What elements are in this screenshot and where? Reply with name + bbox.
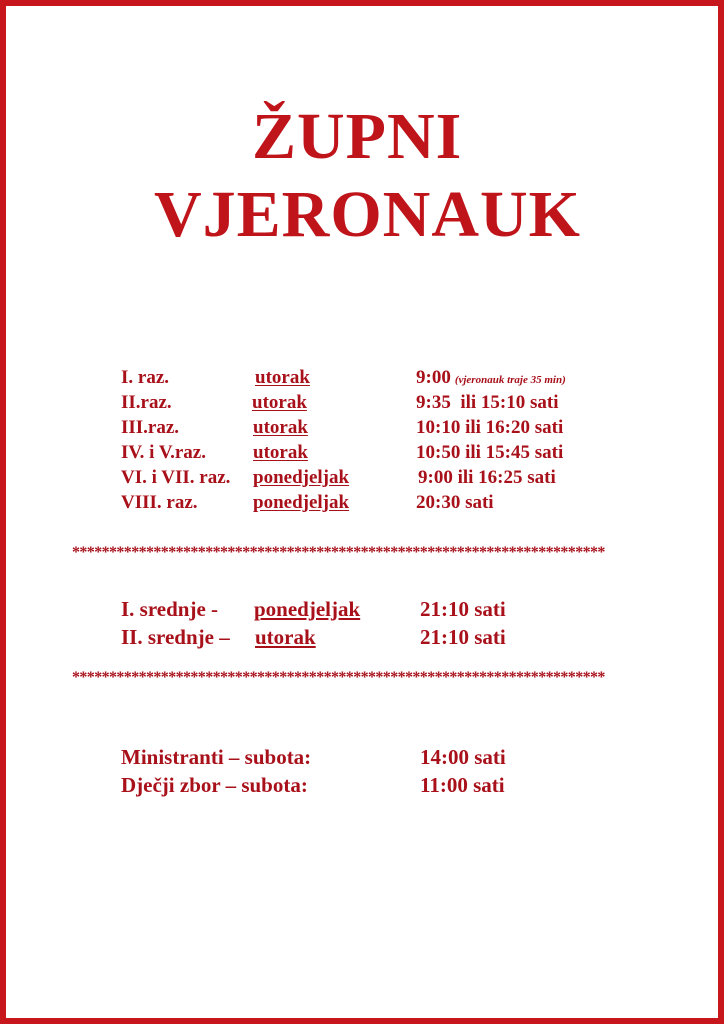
- page-title-line-1: ŽUPNI: [252, 100, 463, 173]
- day-label: ponedjeljak: [254, 597, 361, 621]
- time-label: 21:10 sati: [420, 625, 506, 649]
- grade-label: II.raz.: [121, 392, 172, 413]
- day-label: utorak: [252, 392, 307, 413]
- day-label: utorak: [253, 442, 308, 463]
- day-label: ponedjeljak: [253, 467, 350, 488]
- time-label: 9:00 (vjeronauk traje 35 min): [416, 367, 566, 388]
- separator-line: ************************************************************************: [72, 670, 605, 686]
- time-label: 14:00 sati: [420, 745, 506, 769]
- grade-label: VIII. raz.: [121, 492, 198, 513]
- separator-line: ************************************************************************: [72, 545, 605, 561]
- day-label: utorak: [255, 367, 310, 388]
- time-label: 9:00 ili 16:25 sati: [418, 467, 556, 488]
- grade-label: IV. i V.raz.: [121, 442, 206, 463]
- day-label: ponedjeljak: [253, 492, 350, 513]
- grade-label: I. raz.: [121, 367, 170, 388]
- day-label: utorak: [255, 625, 316, 649]
- time-label: 10:10 ili 16:20 sati: [416, 417, 564, 438]
- activity-label: Dječji zbor – subota:: [121, 773, 308, 797]
- grade-label: II. srednje –: [121, 625, 230, 649]
- day-label: utorak: [253, 417, 308, 438]
- time-label: 21:10 sati: [420, 597, 506, 621]
- time-label: 9:35 ili 15:10 sati: [416, 392, 559, 413]
- grade-label: III.raz.: [121, 417, 180, 438]
- time-label: 10:50 ili 15:45 sati: [416, 442, 564, 463]
- grade-label: I. srednje -: [121, 597, 219, 621]
- activity-label: Ministranti – subota:: [121, 745, 312, 769]
- duration-note: (vjeronauk traje 35 min): [454, 374, 566, 386]
- time-label: 11:00 sati: [420, 773, 505, 797]
- grade-label: VI. i VII. raz.: [121, 467, 231, 488]
- time-label: 20:30 sati: [416, 492, 494, 513]
- page-title-line-2: VJERONAUK: [154, 178, 582, 251]
